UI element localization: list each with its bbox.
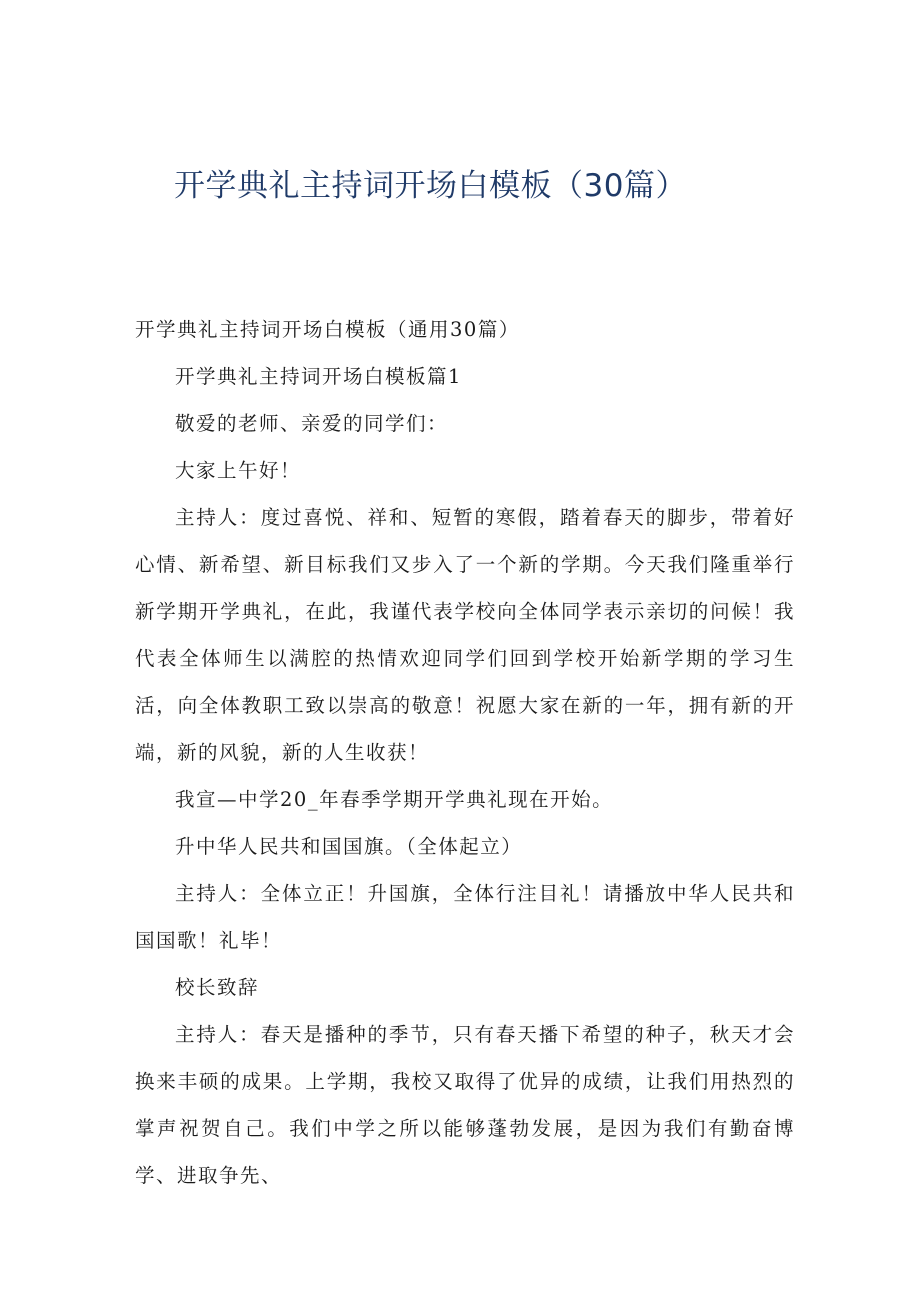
document-body — [135, 306, 795, 1199]
paragraph-salutation: 敬爱的老师、亲爱的同学们： — [175, 412, 449, 435]
paragraph-host-spring: 主持人：春天是播种的季节，只有春天播下希望的种子，秋天才会换来丰硕的成果。上学期，我校又取得了优异的成绩，让我们用热烈的掌声祝贺自己。我们中学之所以能够蓬勃发展，是因为我们有勤奋博学、进取争先、 — [135, 1023, 795, 1187]
paragraph-principal-speech: 校长致辞 — [175, 976, 260, 999]
paragraph-host-flag: 主持人：全体立正！升国旗，全体行注目礼！请播放中华人民共和国国歌！礼毕！ — [135, 882, 795, 952]
paragraph-announcement: 我宣—中学20_年春季学期开学典礼现在开始。 — [175, 788, 614, 811]
paragraph-flag-raising: 升中华人民共和国国旗。（全体起立） — [175, 835, 523, 858]
paragraph-section-heading: 开学典礼主持词开场白模板篇1 — [175, 365, 462, 388]
document-title: 开学典礼主持词开场白模板（30篇） — [174, 168, 687, 204]
paragraph-host-opening: 主持人：度过喜悦、祥和、短暂的寒假，踏着春天的脚步，带着好心情、新希望、新目标我们又步入了一个新的学期。今天我们隆重举行新学期开学典礼，在此，我谨代表学校向全体同学表示亲切的问候！我代表全体师生以满腔的热情欢迎同学们回到学校开始新学期的学习生活，向全体教职工致以崇高的敬意！祝愿大家在新的一年，拥有新的开端，新的风貌，新的人生收获！ — [135, 506, 795, 764]
paragraph-subtitle: 开学典礼主持词开场白模板（通用30篇） — [135, 318, 520, 341]
paragraph-greeting: 大家上午好！ — [175, 459, 302, 482]
